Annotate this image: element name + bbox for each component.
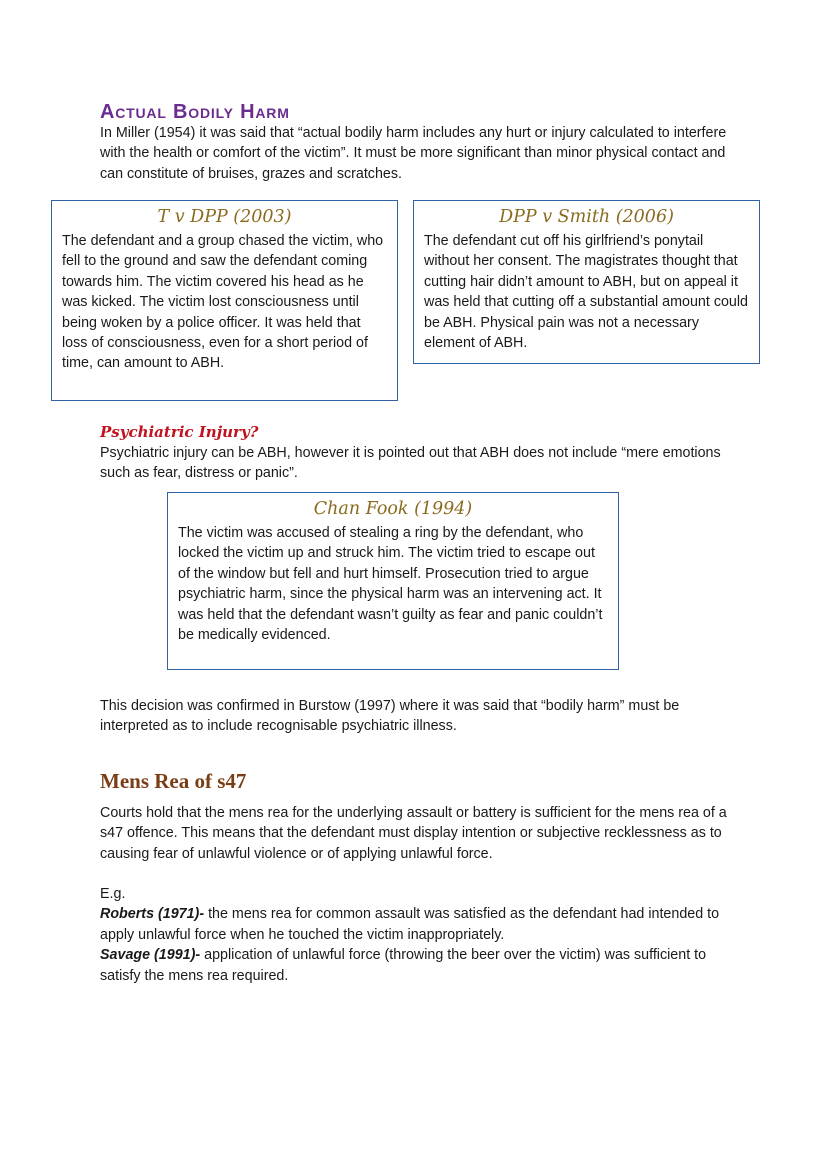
case-title: Chan Fook (1994) — [313, 499, 473, 519]
mens-rea-text: Courts hold that the mens rea for the underlying assault or battery is sufficient for the mens rea of a s47 offence. This means that the defendant must display intention or subjective recklessness as to causing fear of unlawful violence or of applying unlawful force. — [100, 805, 727, 862]
example-case-text: the mens rea for common assault was satisfied as the defendant had intended to apply unlawful force when he touched the victim inappropriately. — [100, 906, 720, 943]
case-title: DPP v Smith (2006) — [499, 207, 674, 227]
example-item — [100, 945, 740, 986]
mens-rea-heading: Mens Rea of s47 — [100, 769, 247, 793]
eg-label: E.g. — [100, 886, 126, 902]
example-case-text: application of unlawful force (throwing the beer over the victim) was sufficient to satisfy the mens rea required. — [100, 947, 707, 984]
psychiatric-heading: Psychiatric Injury? — [100, 423, 259, 441]
case-text: The defendant and a group chased the victim, who fell to the ground and saw the defendant coming towards him. The victim covered his head as he was kicked. The victim lost consciousness until being woken by a police officer. It was held that loss of consciousness, even for a short period of time, can amount to ABH. — [62, 233, 384, 372]
case-text: The defendant cut off his girlfriend’s ponytail without her consent. The magistrates thought that cutting hair didn’t amount to ABH, but on appeal it was held that cutting off a substantial amount could be ABH. Physical pain was not a necessary element of ABH. — [424, 233, 749, 352]
case-title: T v DPP (2003) — [157, 207, 292, 227]
case-box-chan-fook — [167, 492, 619, 670]
case-box-dpp-v-smith — [413, 200, 760, 364]
burstow-paragraph: This decision was confirmed in Burstow (1997) where it was said that “bodily harm” must be interpreted as to include recognisable psychiatric illness. — [100, 698, 680, 735]
abh-heading: Actual Bodily Harm — [100, 101, 290, 123]
example-item — [100, 904, 740, 945]
examples-block — [100, 884, 740, 986]
psychiatric-text: Psychiatric injury can be ABH, however it is pointed out that ABH does not include “mere emotions such as fear, distress or panic”. — [100, 445, 721, 482]
example-case-name: Roberts (1971)- — [100, 906, 205, 923]
abh-intro: In Miller (1954) it was said that “actual bodily harm includes any hurt or injury calculated to interfere with the health or comfort of the victim”. It must be more significant than minor physical contact and can constitute of bruises, grazes and scratches. — [100, 125, 727, 182]
case-box-t-v-dpp — [51, 200, 398, 401]
case-text: The victim was accused of stealing a ring by the defendant, who locked the victim up and struck him. The victim tried to escape out of the window but fell and hurt himself. Prosecution tried to argue psychiatric harm, since the physical harm was an intervening act. It was held that the defendant wasn’t guilty as fear and panic couldn’t be medically evidenced. — [178, 525, 603, 644]
example-case-name: Savage (1991)- — [100, 947, 201, 964]
